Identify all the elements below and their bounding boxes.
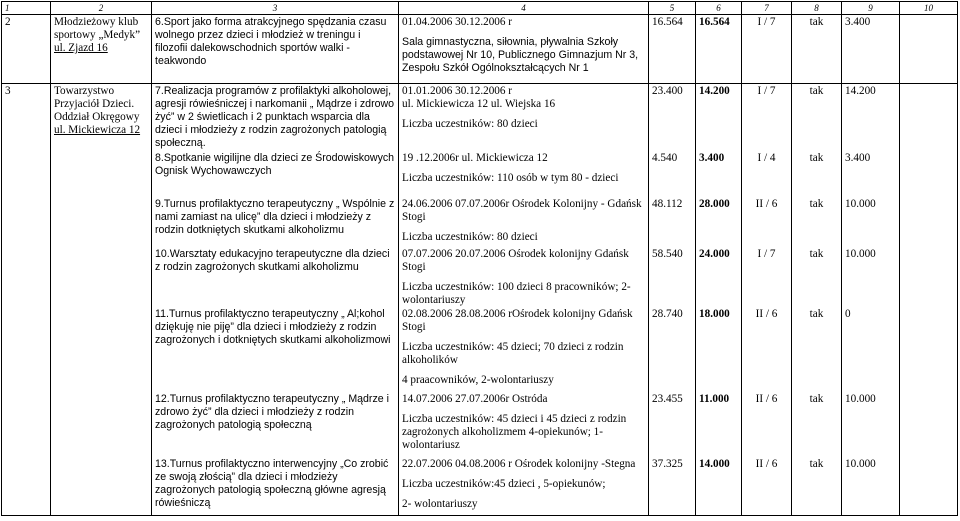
header-cell: 1 xyxy=(2,2,51,15)
detail-line: Liczba uczestników: 45 dzieci i 45 dzieci z rodzin zagrożonych alkoholizmem 4-opiekunów; 1- wolontariusz xyxy=(402,413,627,451)
notes xyxy=(900,84,958,516)
task-cell: 6.Sport jako forma atrakcyjnego spędzania czasu wolnego przez dzieci i młodzież w treningu i filozofii dalekowschodnich sportów walki - teakwondo xyxy=(152,15,399,84)
cost-total-cell xyxy=(649,84,696,516)
task-item: 12.Turnus profilaktyczno terapeutyczny „ Mądrze i zdrowo żyć” dla dzieci i młodzieży z rodzin zagrożonych patologią społeczną xyxy=(155,393,389,431)
cost-grant: 14.200 xyxy=(699,85,730,97)
approved: tak xyxy=(809,152,824,164)
header-cell: 7 xyxy=(742,2,792,15)
detail-line: 4 praacowników, 2-wolontariuszy xyxy=(402,374,554,386)
approved: tak xyxy=(809,458,824,470)
grants-table xyxy=(1,1,958,516)
detail-line: Liczba uczestników: 80 dzieci xyxy=(402,231,538,243)
cost-total: 4.540 xyxy=(652,152,678,164)
detail-line: 07.07.2006 20.07.2006 Ośrodek kolonijny Gdańsk Stogi xyxy=(402,248,629,273)
header-cell: 8 xyxy=(792,2,842,15)
place: Sala gimnastyczna, siłownia, pływalnia Szkoły podstawowej Nr 10, Publicznego Gimnazjum Nr 3, Zespołu Szkół Ogólnokształcących Nr 1 xyxy=(402,36,639,74)
approved: tak xyxy=(809,393,824,405)
cost-grant: 14.000 xyxy=(699,458,730,470)
cost-total: 23.455 xyxy=(652,393,683,405)
task-details xyxy=(402,198,645,248)
task-details xyxy=(402,152,645,198)
category: I / 7 xyxy=(742,15,792,84)
task-details xyxy=(402,308,645,393)
detail-line: 02.08.2006 28.08.2006 rOśrodek kolonijny Gdańsk Stogi xyxy=(402,308,633,333)
detail-line: 22.07.2006 04.08.2006 r Ośrodek kolonijny -Stegna xyxy=(402,458,636,470)
detail-line: 2- wolontariuszy xyxy=(402,498,478,510)
amount: 0 xyxy=(845,308,851,320)
cost-grant: 18.000 xyxy=(699,308,730,320)
task-details xyxy=(402,458,645,511)
task-cell xyxy=(152,84,399,516)
task-details xyxy=(402,85,645,152)
detail-line: Liczba uczestników: 80 dzieci xyxy=(402,118,538,130)
amount: 14.200 xyxy=(845,85,876,97)
amount: 10.000 xyxy=(845,198,876,210)
cost-total: 23.400 xyxy=(652,85,683,97)
header-cell: 4 xyxy=(399,2,649,15)
approved: tak xyxy=(809,198,824,210)
cost-grant-cell xyxy=(696,84,742,516)
organization-cell xyxy=(51,84,152,516)
cost-grant: 28.000 xyxy=(699,198,730,210)
cost-total: 37.325 xyxy=(652,458,683,470)
detail-line: 01.01.2006 30.12.2006 r xyxy=(402,85,513,97)
cost-total: 48.112 xyxy=(652,198,683,210)
approved-cell xyxy=(792,84,842,516)
task-item: 8.Spotkanie wigilijne dla dzieci ze Środowiskowych Ognisk Wychowawczych xyxy=(155,152,395,177)
cost-total: 28.740 xyxy=(652,308,683,320)
task-item: 7.Realizacja programów z profilaktyki alkoholowej, agresji rówieśniczej i narkomanii „ Mądrze i zdrowo żyć” w 2 świetlicach i 2 punktach wsparcia dla dzieci i młodzieży z rodzin zagrożonych patologią społeczną. xyxy=(155,85,395,149)
row-number: 3 xyxy=(2,84,51,516)
task-details xyxy=(402,248,645,308)
approved: tak xyxy=(809,85,824,97)
detail-line: Liczba uczestników:45 dzieci , 5-opiekunów; xyxy=(402,478,606,490)
row-number: 2 xyxy=(2,15,51,84)
detail-line: Liczba uczestników: 45 dzieci; 70 dzieci z rodzin alkoholików xyxy=(402,341,624,366)
organization-name: Towarzystwo Przyjaciół Dzieci. Oddział Okręgowy xyxy=(54,85,140,123)
category: II / 6 xyxy=(755,198,778,210)
category: I / 4 xyxy=(757,152,776,164)
detail-line: 19 .12.2006r ul. Mickiewicza 12 xyxy=(402,152,548,164)
header-cell: 2 xyxy=(51,2,152,15)
category: II / 6 xyxy=(755,308,778,320)
header-cell: 10 xyxy=(900,2,958,15)
detail-line: Liczba uczestników: 110 osób w tym 80 - dzieci xyxy=(402,172,619,184)
header-row xyxy=(2,2,958,15)
amount: 10.000 xyxy=(845,458,876,470)
header-cell: 9 xyxy=(842,2,900,15)
approved: tak xyxy=(809,308,824,320)
detail-line: ul. Mickiewicza 12 ul. Wiejska 16 xyxy=(402,98,556,110)
organization-address: ul. Zjazd 16 xyxy=(54,42,108,54)
amount: 3.400 xyxy=(842,15,900,84)
task-item: 13.Turnus profilaktyczno interwencyjny „Co zrobić ze swoją złością” dla dzieci i młodzieży zagrożonych patologią społeczną główne agresją rówieśniczą xyxy=(155,458,389,509)
category: II / 6 xyxy=(755,458,778,470)
category: I / 7 xyxy=(757,248,776,260)
organization-address: ul. Mickiewicza 12 xyxy=(54,124,141,136)
organization-cell xyxy=(51,15,152,84)
category: I / 7 xyxy=(757,85,776,97)
organization-name: Młodzieżowy klub sportowy „Medyk” xyxy=(54,16,141,41)
category: II / 6 xyxy=(755,393,778,405)
approved: tak xyxy=(792,15,842,84)
amount: 10.000 xyxy=(845,248,876,260)
cost-total: 58.540 xyxy=(652,248,683,260)
cost-grant: 16.564 xyxy=(696,15,742,84)
detail-line: Liczba uczestników: 100 dzieci 8 pracowników; 2- wolontariuszy xyxy=(402,281,631,306)
period-place-cell xyxy=(399,15,649,84)
table-row xyxy=(2,84,958,516)
task-item: 9.Turnus profilaktyczno terapeutyczny „ Wspólnie z nami zamiast na ulicę” dla dzieci i młodzieży z rodzin dotkniętych skutkami alkoholizmu xyxy=(155,198,395,236)
header-cell: 6 xyxy=(696,2,742,15)
table-row xyxy=(2,15,958,84)
notes xyxy=(900,15,958,84)
task-item: 10.Warsztaty edukacyjno terapeutyczne dla dzieci z rodzin zagrożonych skutkami alkoholizmu xyxy=(155,248,390,273)
task-item: 11.Turnus profilaktyczno terapeutyczny „ Al;kohol dziękuję nie piję” dla dzieci i młodzieży z rodzin zagrożonych i dotkniętych skutkami alkoholizmowi xyxy=(155,308,391,346)
cost-total: 16.564 xyxy=(649,15,696,84)
amount: 3.400 xyxy=(845,152,871,164)
cost-grant: 24.000 xyxy=(699,248,730,260)
header-cell: 5 xyxy=(649,2,696,15)
detail-line: 24.06.2006 07.07.2006r Ośrodek Kolonijny - Gdańsk Stogi xyxy=(402,198,642,223)
detail-line: 14.07.2006 27.07.2006r Ostróda xyxy=(402,393,548,405)
period: 01.04.2006 30.12.2006 r xyxy=(402,16,513,28)
cost-grant: 11.000 xyxy=(699,393,730,405)
task-details xyxy=(402,393,645,458)
period-place-cell xyxy=(399,84,649,516)
amount-cell xyxy=(842,84,900,516)
approved: tak xyxy=(809,248,824,260)
category-cell xyxy=(742,84,792,516)
amount: 10.000 xyxy=(845,393,876,405)
header-cell: 3 xyxy=(152,2,399,15)
cost-grant: 3.400 xyxy=(699,152,725,164)
